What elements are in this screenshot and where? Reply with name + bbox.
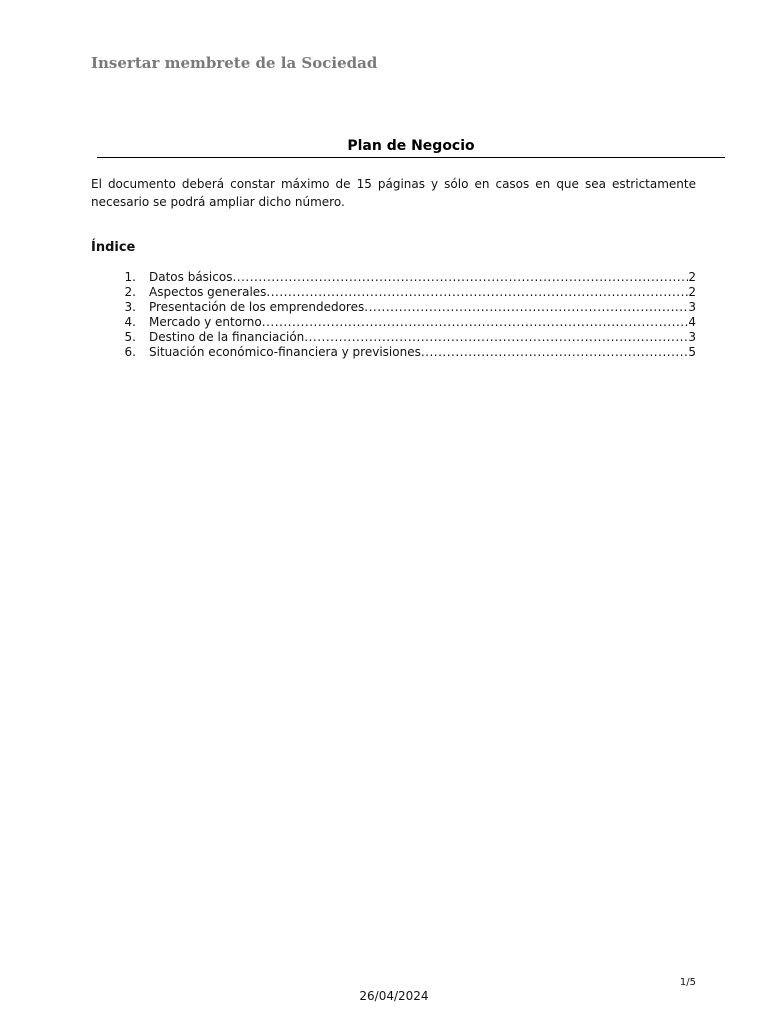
toc-entry-page: 2 bbox=[688, 270, 696, 284]
toc-leader-dots bbox=[364, 300, 688, 315]
toc-entry-label: Destino de la financiación bbox=[149, 330, 305, 344]
toc-entry-number: 1. bbox=[124, 270, 136, 284]
toc-leader-dots bbox=[262, 315, 689, 330]
toc-entry-number: 4. bbox=[124, 315, 136, 329]
toc-entry-label: Situación económico-financiera y previsiones bbox=[149, 345, 421, 359]
toc-entry-number: 5. bbox=[124, 330, 136, 344]
toc-entry-page: 2 bbox=[688, 285, 696, 299]
intro-paragraph: El documento deberá constar máximo de 15 páginas y sólo en casos en que sea estrictamente necesario se podrá ampliar dicho número. bbox=[91, 177, 696, 209]
toc-entry-label: Presentación de los emprendedores bbox=[149, 300, 365, 314]
toc-entry-situacion-economico-financiera[interactable] bbox=[91, 345, 696, 360]
title-underline bbox=[97, 157, 725, 158]
toc-entry-number: 6. bbox=[124, 345, 136, 359]
letterhead-placeholder: Insertar membrete de la Sociedad bbox=[91, 54, 378, 72]
toc-leader-dots bbox=[421, 345, 689, 360]
toc-entry-label: Mercado y entorno bbox=[149, 315, 262, 329]
page-number: 1/5 bbox=[679, 977, 696, 988]
toc-leader-dots bbox=[266, 285, 688, 300]
footer-date: 26/04/2024 bbox=[359, 989, 429, 1003]
toc-entry-label: Datos básicos bbox=[149, 270, 233, 284]
toc-entry-datos-basicos[interactable] bbox=[91, 270, 696, 285]
toc-entry-page: 4 bbox=[688, 315, 696, 329]
toc-entry-page: 5 bbox=[688, 345, 696, 359]
toc-entry-destino-financiacion[interactable] bbox=[91, 330, 696, 345]
index-heading: Índice bbox=[91, 240, 136, 255]
toc-entry-page: 3 bbox=[688, 300, 696, 314]
toc-entry-presentacion-emprendedores[interactable] bbox=[91, 300, 696, 315]
toc-leader-dots bbox=[232, 270, 688, 285]
toc-entry-number: 2. bbox=[124, 285, 136, 299]
toc-entry-page: 3 bbox=[688, 330, 696, 344]
toc-leader-dots bbox=[304, 330, 688, 345]
document-title: Plan de Negocio bbox=[347, 138, 475, 154]
table-of-contents bbox=[91, 270, 696, 360]
toc-entry-label: Aspectos generales bbox=[149, 285, 267, 299]
toc-entry-aspectos-generales[interactable] bbox=[91, 285, 696, 300]
toc-entry-mercado-entorno[interactable] bbox=[91, 315, 696, 330]
toc-entry-number: 3. bbox=[124, 300, 136, 314]
